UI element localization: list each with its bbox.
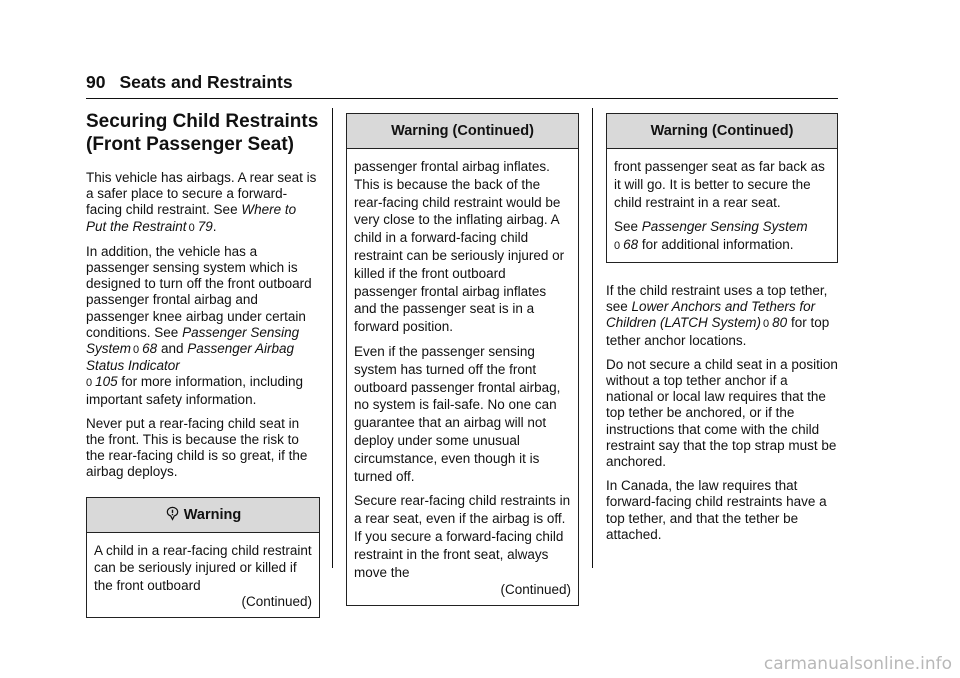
cross-reference-link[interactable]: Passenger Sensing System xyxy=(86,324,300,357)
page-header xyxy=(86,72,293,93)
paragraph: This vehicle has airbags. A rear seat is a safer place to secure a forward-facing child restraint. See Where to Put the Restraint 0 79. xyxy=(86,170,317,234)
column-2 xyxy=(346,113,579,606)
paragraph-text: If the child restraint uses a top tether, see xyxy=(606,282,828,315)
warning-paragraph: Secure rear-facing child restraints in a rear seat, even if the airbag is off. If you secure a forward-facing child restraint in the front seat, always move the xyxy=(354,493,571,580)
page-ref-arrow-icon: 0 xyxy=(86,377,93,390)
warning-header: Warning (Continued) xyxy=(607,114,837,149)
warning-paragraph: front passenger seat as far back as it will go. It is better to secure the child restraint in a rear seat. xyxy=(614,159,825,210)
paragraph xyxy=(606,283,838,349)
watermark-text: carmanualsonline.info xyxy=(763,654,952,674)
warning-body xyxy=(347,149,578,605)
cross-reference-page[interactable]: 79 xyxy=(197,218,213,234)
paragraph-text: for additional information. xyxy=(641,237,794,253)
paragraph-text: See xyxy=(614,219,639,235)
paragraph-text: and xyxy=(160,341,184,357)
page-number: 90 xyxy=(86,72,106,92)
column-3 xyxy=(606,113,838,551)
paragraph-text: This vehicle has airbags. A rear seat is a safer place to secure a forward-facing child restraint. See xyxy=(86,170,317,218)
cross-reference-link[interactable]: Where to Put the Restraint xyxy=(86,202,297,234)
page-ref-arrow-icon: 0 xyxy=(763,318,770,331)
column-1 xyxy=(86,110,320,618)
warning-paragraph: Even if the passenger sensing system has turned off the front outboard passenger frontal airbag, no system is fail-safe. No one can guarantee that an airbag will not deploy under some unusual circumstance, even though it is turned off. xyxy=(354,343,561,484)
cross-reference-link[interactable]: Lower Anchors and Tethers for Children (LATCH System) xyxy=(606,299,816,331)
warning-header: Warning (Continued) xyxy=(347,114,578,149)
paragraph-text: for more information, including important safety information. xyxy=(86,374,304,407)
column-divider-2 xyxy=(592,108,593,568)
paragraph: Never put a rear-facing child seat in the front. This is because the risk to the rear-facing child is so great, if the airbag deploys. xyxy=(86,415,308,480)
warning-icon xyxy=(165,500,180,534)
section-title-line-2: (Front Passenger Seat) xyxy=(86,134,294,155)
warning-box xyxy=(606,113,838,263)
paragraph: In Canada, the law requires that forward-facing child restraints have a top tether, and that the tether be attached. xyxy=(606,478,827,542)
cross-reference-link[interactable]: Passenger Sensing System xyxy=(641,219,808,235)
paragraph xyxy=(86,244,320,408)
header-rule xyxy=(86,98,838,99)
warning-body xyxy=(607,149,837,262)
page-ref-arrow-icon: 0 xyxy=(614,240,621,253)
section-title-line-1: Securing Child Restraints xyxy=(86,111,319,132)
warning-paragraph: passenger frontal airbag inflates. This is because the back of the rear-facing child restraint would be very close to the inflating airbag. A child in a forward-facing child restraint can be seriously injured or killed if the front outboard passenger frontal airbag inflates and the passenger seat is in a forward position. xyxy=(354,159,565,335)
paragraph: Do not secure a child seat in a position without a top tether anchor if a national or local law requires that the top tether be anchored, or if the instructions that come with the child restraint say that the top strap must be anchored. xyxy=(606,356,838,470)
warning-body xyxy=(87,533,319,617)
section-title xyxy=(86,110,320,156)
cross-reference-page[interactable]: 80 xyxy=(772,315,788,331)
warning-header xyxy=(87,498,319,533)
warning-box xyxy=(346,113,579,606)
column-divider-1 xyxy=(332,108,333,568)
warning-paragraph xyxy=(614,218,830,256)
page-ref-arrow-icon: 0 xyxy=(133,344,140,357)
warning-title: Warning xyxy=(183,506,242,523)
cross-reference-page[interactable]: 105 xyxy=(95,374,118,390)
page-section-title: Seats and Restraints xyxy=(119,72,293,92)
paragraph-text: In addition, the vehicle has a passenger sensing system which is designed to turn off the front outboard passenger frontal airbag and passenger knee airbag under certain conditions. See xyxy=(86,243,312,340)
warning-box xyxy=(86,497,320,618)
page-ref-arrow-icon: 0 xyxy=(188,221,195,234)
continued-label: (Continued) xyxy=(241,594,312,610)
cross-reference-link[interactable]: Passenger Airbag Status Indicator xyxy=(86,341,295,374)
warning-text: A child in a rear-facing child restraint can be seriously injured or killed if the front outboard xyxy=(94,542,312,594)
cross-reference-page[interactable]: 68 xyxy=(142,341,158,357)
continued-label: (Continued) xyxy=(500,582,571,598)
paragraph-text: for top tether anchor locations. xyxy=(606,315,830,348)
cross-reference-page[interactable]: 68 xyxy=(623,237,639,253)
